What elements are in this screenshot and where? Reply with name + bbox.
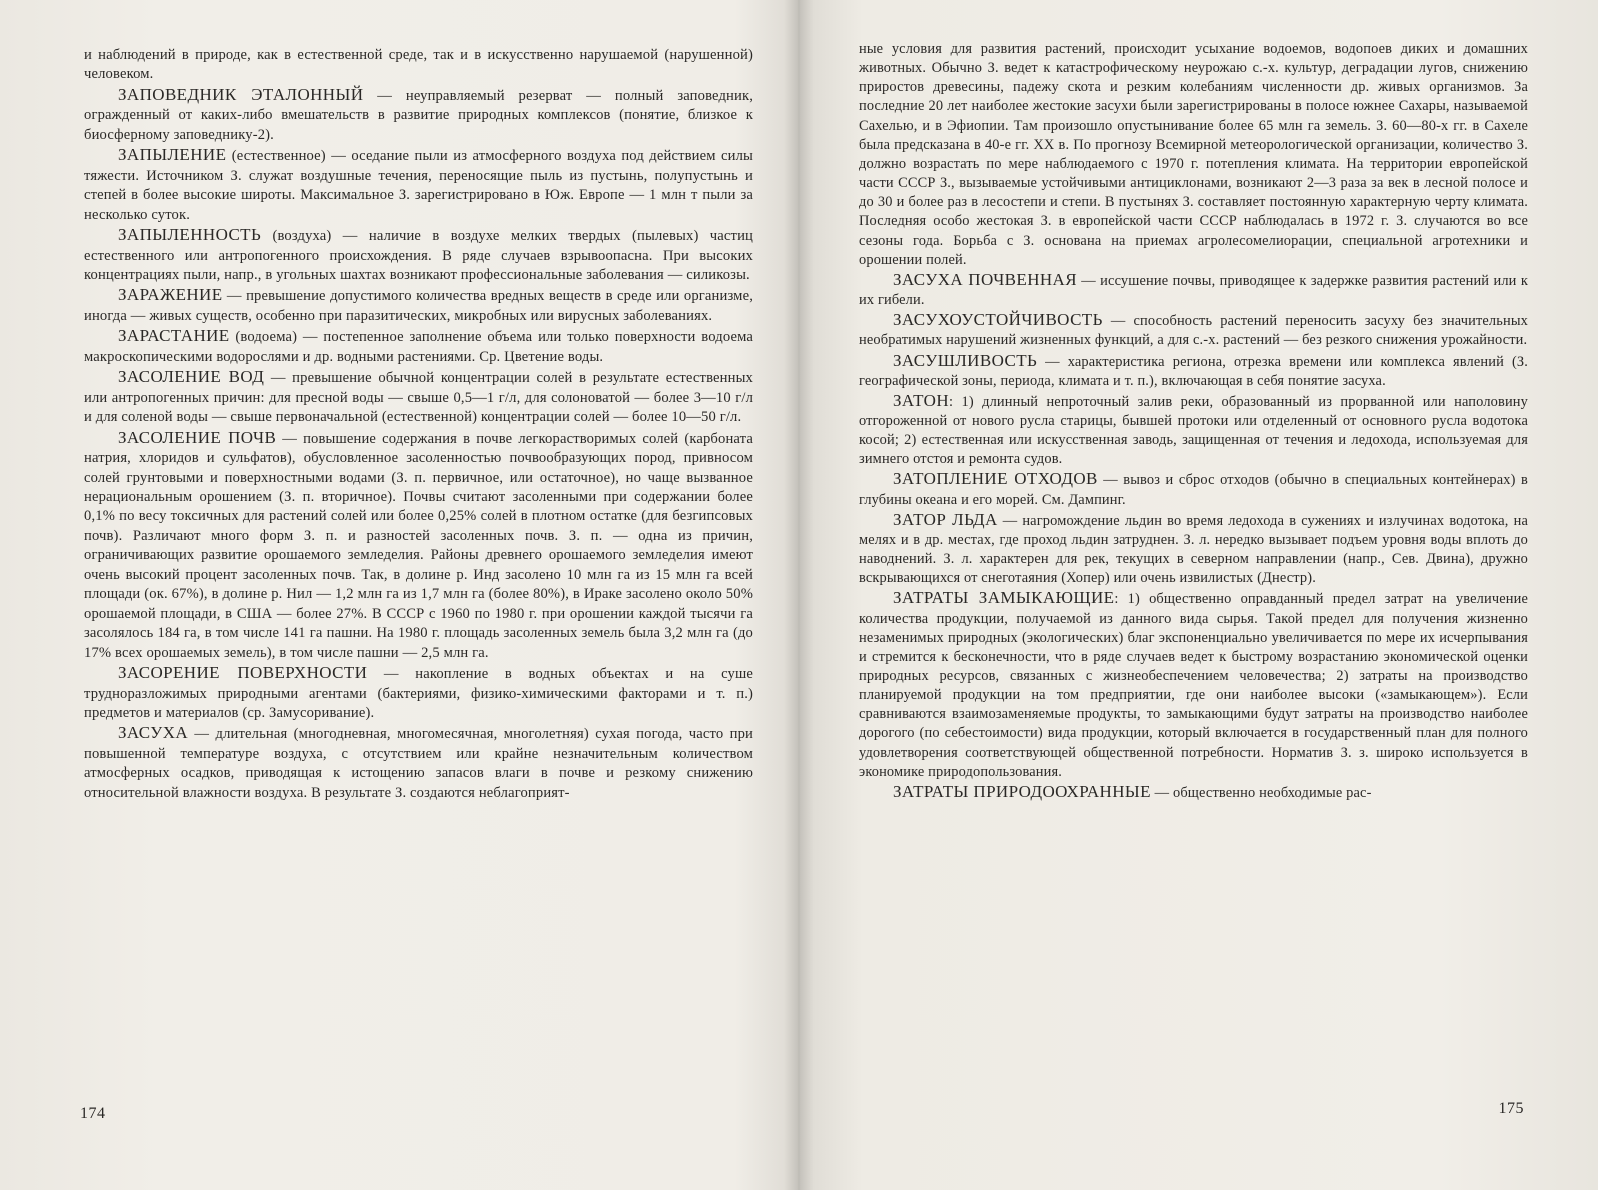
dictionary-entry	[84, 85, 753, 145]
entry-headword: ЗАТОР ЛЬДА	[893, 509, 998, 529]
dictionary-entry	[84, 663, 753, 723]
dictionary-entry	[84, 326, 753, 367]
entry-text: — повышение содержания в почве легкорастворимых солей (карбоната натрия, хлоридов и сульфатов), обусловленное засоленностью почвообразующих пород, привносом солей грунтовыми и поверхностными водами (З. п. первичное, или остаточное), но чаще вызванное нерациональным орошением (З. п. вторичное). Почвы считают засоленными при содержании более 0,1% по весу токсичных для растений солей или более 0,25% солей в плотном остатке (для безгипсовых почв). Различают много форм З. п. и разностей засоленных почв. З. п. — одна из причин, ограничивающих развитие орошаемого земледелия. Районы древнего орошаемого земледелия имеют очень высокий процент засоленных почв. Так, в долине р. Инд засолено 10 млн га из 15 млн га всей площади (ок. 67%), в долине р. Нил — 1,2 млн га из 1,7 млн га (более 80%), в Ираке засолено около 50% орошаемой площади, в США — более 27%. В СССР с 1960 по 1980 г. при орошении каждой тысячи га засолялось 184 га, в том числе 141 га пашни. На 1980 г. площадь засоленных земель была 3,2 млн га (до 17% всех орошаемых земель), в том числе пашни — 2,5 млн га.	[84, 430, 753, 661]
entry-headword: ЗАТРАТЫ ЗАМЫКАЮЩИЕ	[893, 588, 1115, 608]
entry-text: — длительная (многодневная, многомесячная, многолетняя) сухая погода, часто при повышенной температуре воздуха, с отсутствием или крайне незначительным количеством атмосферных осадков, приводящая к истощению запасов влаги в почве и резкому снижению относительной влажности воздуха. В результате З. создаются неблагоприят-	[84, 726, 753, 801]
entry-text: — характеристика региона, отрезка времени или комплекса явлений (З. географической зоны, периода, климата и т. п.), включающая в себя понятие засуха.	[859, 353, 1528, 389]
entry-text: и наблюдений в природе, как в естественной среде, так и в искусственно нарушаемой (нарушенной) человеком.	[84, 47, 753, 83]
dictionary-entry	[859, 310, 1528, 350]
dictionary-entry	[859, 469, 1528, 509]
entry-headword: ЗАСОЛЕНИЕ ПОЧВ	[118, 427, 277, 447]
page-number-left: 174	[80, 1105, 106, 1122]
dictionary-entry	[84, 225, 753, 285]
dictionary-entry	[859, 782, 1528, 803]
entry-headword: ЗАСУХА ПОЧВЕННАЯ	[893, 269, 1077, 289]
dictionary-entry	[859, 391, 1528, 470]
dictionary-entry	[859, 40, 1528, 270]
entry-headword: ЗАСОРЕНИЕ ПОВЕРХНОСТИ	[118, 663, 368, 683]
page-number-right: 175	[1498, 1100, 1524, 1117]
entry-headword: ЗАРАЖЕНИЕ	[118, 285, 223, 305]
entry-text: — общественно необходимые рас-	[1150, 784, 1372, 801]
entry-text: — неуправляемый резерват — полный заповедник, огражденный от каких-либо вмешательств в развитие природных комплексов (понятие, близкое к биосферному заповеднику-2).	[84, 87, 753, 143]
entry-headword: ЗАРАСТАНИЕ	[118, 326, 230, 346]
entry-text: — превышение допустимого количества вредных веществ в среде или организме, иногда — живых существ, особенно при паразитических, микробных или вирусных заболеваниях.	[84, 288, 753, 324]
dictionary-entry	[859, 510, 1528, 589]
entry-headword: ЗАСУХОУСТОЙЧИВОСТЬ	[893, 310, 1103, 330]
dictionary-entry	[84, 367, 753, 427]
right-page-text	[859, 40, 1528, 803]
entry-headword: ЗАПЫЛЕНИЕ	[118, 145, 227, 165]
entry-text: — нагромождение льдин во время ледохода в сужениях и излучинах водотока, на мелях и в др. местах, где проход льдин затруднен. З. л. нередко вызывает подъем уровня воды вплоть до наводнений. З. л. характерен для рек, текущих в северном направлении (напр., Сев. Двина), дружно вскрывающихся от снеготаяния (Хопер) или очень извилистых (Днестр).	[859, 512, 1528, 587]
entry-text: (естественное) — оседание пыли из атмосферного воздуха под действием силы тяжести. Источником З. служат воздушные течения, переносящие пыль из пустынь, полупустынь и степей в более высокие широты. Максимальное З. зарегистрировано в Юж. Европе — 1 млн т пыли за несколько суток.	[84, 148, 753, 223]
dictionary-entry	[859, 351, 1528, 391]
entry-text: (воздуха) — наличие в воздухе мелких твердых (пылевых) частиц естественного или антропогенного происхождения. В ряде случаев взрывоопасна. При высоких концентрациях пыли, напр., в угольных шахтах возникают профессиональные заболевания — силикозы.	[84, 228, 753, 283]
dictionary-entry	[84, 428, 753, 663]
right-page	[799, 0, 1598, 1190]
entry-headword: ЗАСОЛЕНИЕ ВОД	[118, 367, 265, 387]
entry-headword: ЗАСУШЛИВОСТЬ	[893, 350, 1038, 370]
entry-headword: ЗАТОПЛЕНИЕ ОТХОДОВ	[893, 469, 1098, 489]
entry-text: — накопление в водных объектах и на суше трудноразложимых природными агентами (бактериями, физико-химическими факторами и т. п.) предметов и материалов (ср. Замусоривание).	[84, 666, 753, 721]
dictionary-entry	[859, 270, 1528, 310]
dictionary-entry	[859, 588, 1528, 782]
entry-text: — вывоз и сброс отходов (обычно в специальных контейнерах) в глубины океана и его морей. См. Дампинг.	[859, 472, 1528, 508]
entry-text: : 1) длинный непроточный залив реки, образованный из прорванной или наполовину отгороженной от нового русла старицы, бывшей протоки или отделенный от основного русла водотока косой; 2) естественная или искусственная заводь, защищенная от течения и ледохода, используемая для зимнего отстоя и ремонта судов.	[859, 393, 1528, 468]
dictionary-entry	[84, 723, 753, 803]
entry-headword: ЗАПЫЛЕННОСТЬ	[118, 225, 262, 245]
entry-text: : 1) общественно оправданный предел затрат на увеличение количества продукции, получаемой из данного вида сырья. Такой предел для получения жизненно незаменимых природных (экологических) благ экспоненциально увеличивается по мере их исчерпывания и стремится к бесконечности, что в ряде случаев ведет к быстрому возрастанию экономической оценки природных ресурсов, связанных с жизнеобеспечением человечества; 2) затраты на производство планируемой продукции на том предприятии, где они наиболее высоки («замыкающем»). Если сравниваются взаимозаменяемые продукты, то замыкающими будут затраты на производство наиболее дорогого (по себестоимости) вида продукции, который включается в государственный план для полного удовлетворения соответствующей общественной потребности. Норматив З. з. широко используется в экономике природопользования.	[859, 591, 1528, 780]
entry-headword: ЗАПОВЕДНИК ЭТАЛОННЫЙ	[118, 84, 364, 104]
entry-headword: ЗАТРАТЫ ПРИРОДООХРАННЫЕ	[893, 781, 1151, 801]
entry-headword: ЗАТОН	[893, 390, 950, 410]
entry-text: ные условия для развития растений, происходит усыхание водоемов, водопоев диких и домашних животных. Обычно З. ведет к катастрофическому неурожаю с.-х. культур, деградации лугов, снижению приростов древесины, падежу скота и резким колебаниям численности др. живых организмов. За последние 20 лет наиболее жестокие засухи были зарегистрированы в полосе южнее Сахары, называемой Сахелью, и в Эфиопии. Там произошло опустынивание более 65 млн га земель. З. 60—80-х гг. в Сахеле была предсказана в 40-е гг. XX в. По прогнозу Всемирной метеорологической организации, количество З. должно возрастать по мере наблюдаемого с 1970 г. потепления климата. На территории европейской части СССР З., вызываемые устойчивыми антициклонами, возникают 2—3 раза за век в лесной полосе и до 30 и более раз в лесостепи и степи. В пустынях З. составляет постоянную характерную черту климата. Последняя особо жестокая З. в европейской части СССР наблюдалась в 1972 г. З. случаются во все сезоны года. Борьба с З. основана на приемах агролесомелиорации, специальной агротехники и орошении полей.	[859, 41, 1528, 268]
dictionary-entry	[84, 46, 753, 85]
dictionary-entry	[84, 145, 753, 225]
dictionary-entry	[84, 285, 753, 326]
entry-text: — способность растений переносить засуху без значительных необратимых нарушений жизненных функций, а для с.-х. растений — без резкого снижения урожайности.	[859, 313, 1528, 349]
entry-headword: ЗАСУХА	[118, 723, 189, 743]
entry-text: — превышение обычной концентрации солей в результате естественных или антропогенных причин: для пресной воды — свыше 0,5—1 г/л, для солоноватой — более 3—10 г/л и для соленой воды — свыше первоначальной (естественной) концентрации солей — более 10—50 г/л.	[84, 370, 753, 426]
entry-text: (водоема) — постепенное заполнение объема или только поверхности водоема макроскопическими водорослями и др. водными растениями. Ср. Цветение воды.	[84, 329, 753, 365]
left-page-text	[84, 46, 753, 803]
entry-text: — иссушение почвы, приводящее к задержке развития растений или к их гибели.	[859, 272, 1528, 309]
